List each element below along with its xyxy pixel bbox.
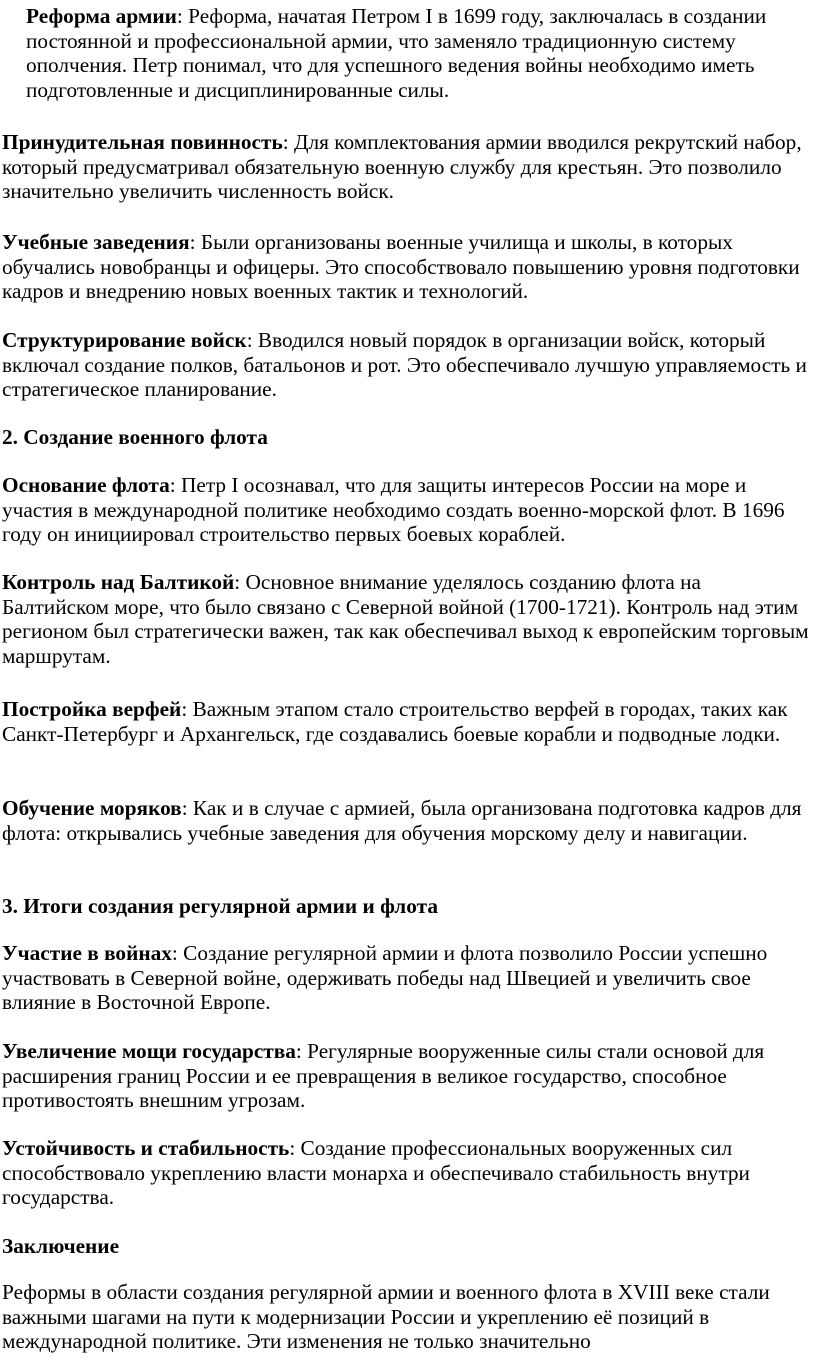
text-baltic: : Основное внимание уделялось созданию флота на Балтийском море, что было связано с Северной войной (1700-1721). Контроль над этим регионом был стратегически важен, так как обеспечивал выход к европейским торговым маршрутам.: [2, 570, 809, 668]
term-wars: Участие в войнах: [2, 941, 172, 965]
text-fleet-founding: : Петр I осознавал, что для защиты интересов России на море и участия в международной политике необходимо создать военно-морской флот. В 1696 году он инициировал строительство первых боевых кораблей.: [2, 473, 785, 546]
paragraph-wars: [0, 941, 806, 1015]
text-wars: : Создание регулярной армии и флота позволило России успешно участвовать в Северной войне, одерживать победы над Швецией и увеличить свое влияние в Восточной Европе.: [2, 941, 768, 1014]
paragraph-baltic: [0, 570, 814, 668]
paragraph-stability: [0, 1136, 816, 1210]
paragraph-education: [0, 230, 816, 304]
term-power: Увеличение мощи государства: [2, 1039, 296, 1063]
term-fleet-founding: Основание флота: [2, 473, 170, 497]
paragraph-army-reform: [0, 4, 816, 102]
paragraph-conclusion: Реформы в области создания регулярной армии и военного флота в XVIII веке стали важными шагами на пути к модернизации России и укреплению её позиций в международной политике. Эти изменения не только значительно: [2, 1280, 770, 1353]
paragraph-shipyards: [0, 697, 806, 746]
term-structure: Структурирование войск: [2, 328, 247, 352]
text-power: : Регулярные вооруженные силы стали основой для расширения границ России и ее превращения в великое государство, способное противостоять внешним угрозам.: [2, 1039, 765, 1112]
text-conscription: : Для комплектования армии вводился рекрутский набор, который предусматривал обязательную военную службу для крестьян. Это позволило значительно увеличить численность войск.: [2, 130, 802, 203]
section-2-heading: 2. Создание военного флота: [2, 425, 268, 449]
term-education: Учебные заведения: [2, 230, 190, 254]
term-sailors: Обучение моряков: [2, 796, 182, 820]
paragraph-sailors: [0, 796, 816, 845]
text-structure: : Вводился новый порядок в организации войск, который включал создание полков, батальонов и рот. Это обеспечивало лучшую управляемость и стратегическое планирование.: [2, 328, 807, 401]
paragraph-structure: [0, 328, 816, 402]
text-sailors: : Как и в случае с армией, была организована подготовка кадров для флота: открывались учебные заведения для обучения морскому делу и навигации.: [2, 796, 802, 845]
text-shipyards: : Важным этапом стало строительство верфей в городах, таких как Санкт-Петербург и Архангельск, где создавались боевые корабли и подводные лодки.: [2, 697, 788, 746]
term-army-reform: Реформа армии: [26, 4, 177, 28]
term-shipyards: Постройка верфей: [2, 697, 182, 721]
conclusion-heading: Заключение: [2, 1234, 120, 1258]
paragraph-power: [0, 1039, 816, 1113]
term-conscription: Принудительная повинность: [2, 130, 283, 154]
text-stability: : Создание профессиональных вооруженных сил способствовало укреплению власти монарха и обеспечивало стабильность внутри государства.: [2, 1136, 750, 1209]
paragraph-conscription: [0, 130, 816, 204]
paragraph-fleet-founding: [0, 473, 816, 547]
term-stability: Устойчивость и стабильность: [2, 1136, 290, 1160]
text-army-reform: : Реформа, начатая Петром I в 1699 году, заключалась в создании постоянной и профессиональной армии, что заменяло традиционную систему ополчения. Петр понимал, что для успешного ведения войны необходимо иметь подготовленные и дисциплинированные силы.: [26, 4, 767, 102]
term-baltic: Контроль над Балтикой: [2, 570, 235, 594]
text-education: : Были организованы военные училища и школы, в которых обучались новобранцы и офицеры. Это способствовало повышению уровня подготовки кадров и внедрению новых военных тактик и технологий.: [2, 230, 800, 303]
section-3-heading: 3. Итоги создания регулярной армии и флота: [2, 894, 438, 918]
